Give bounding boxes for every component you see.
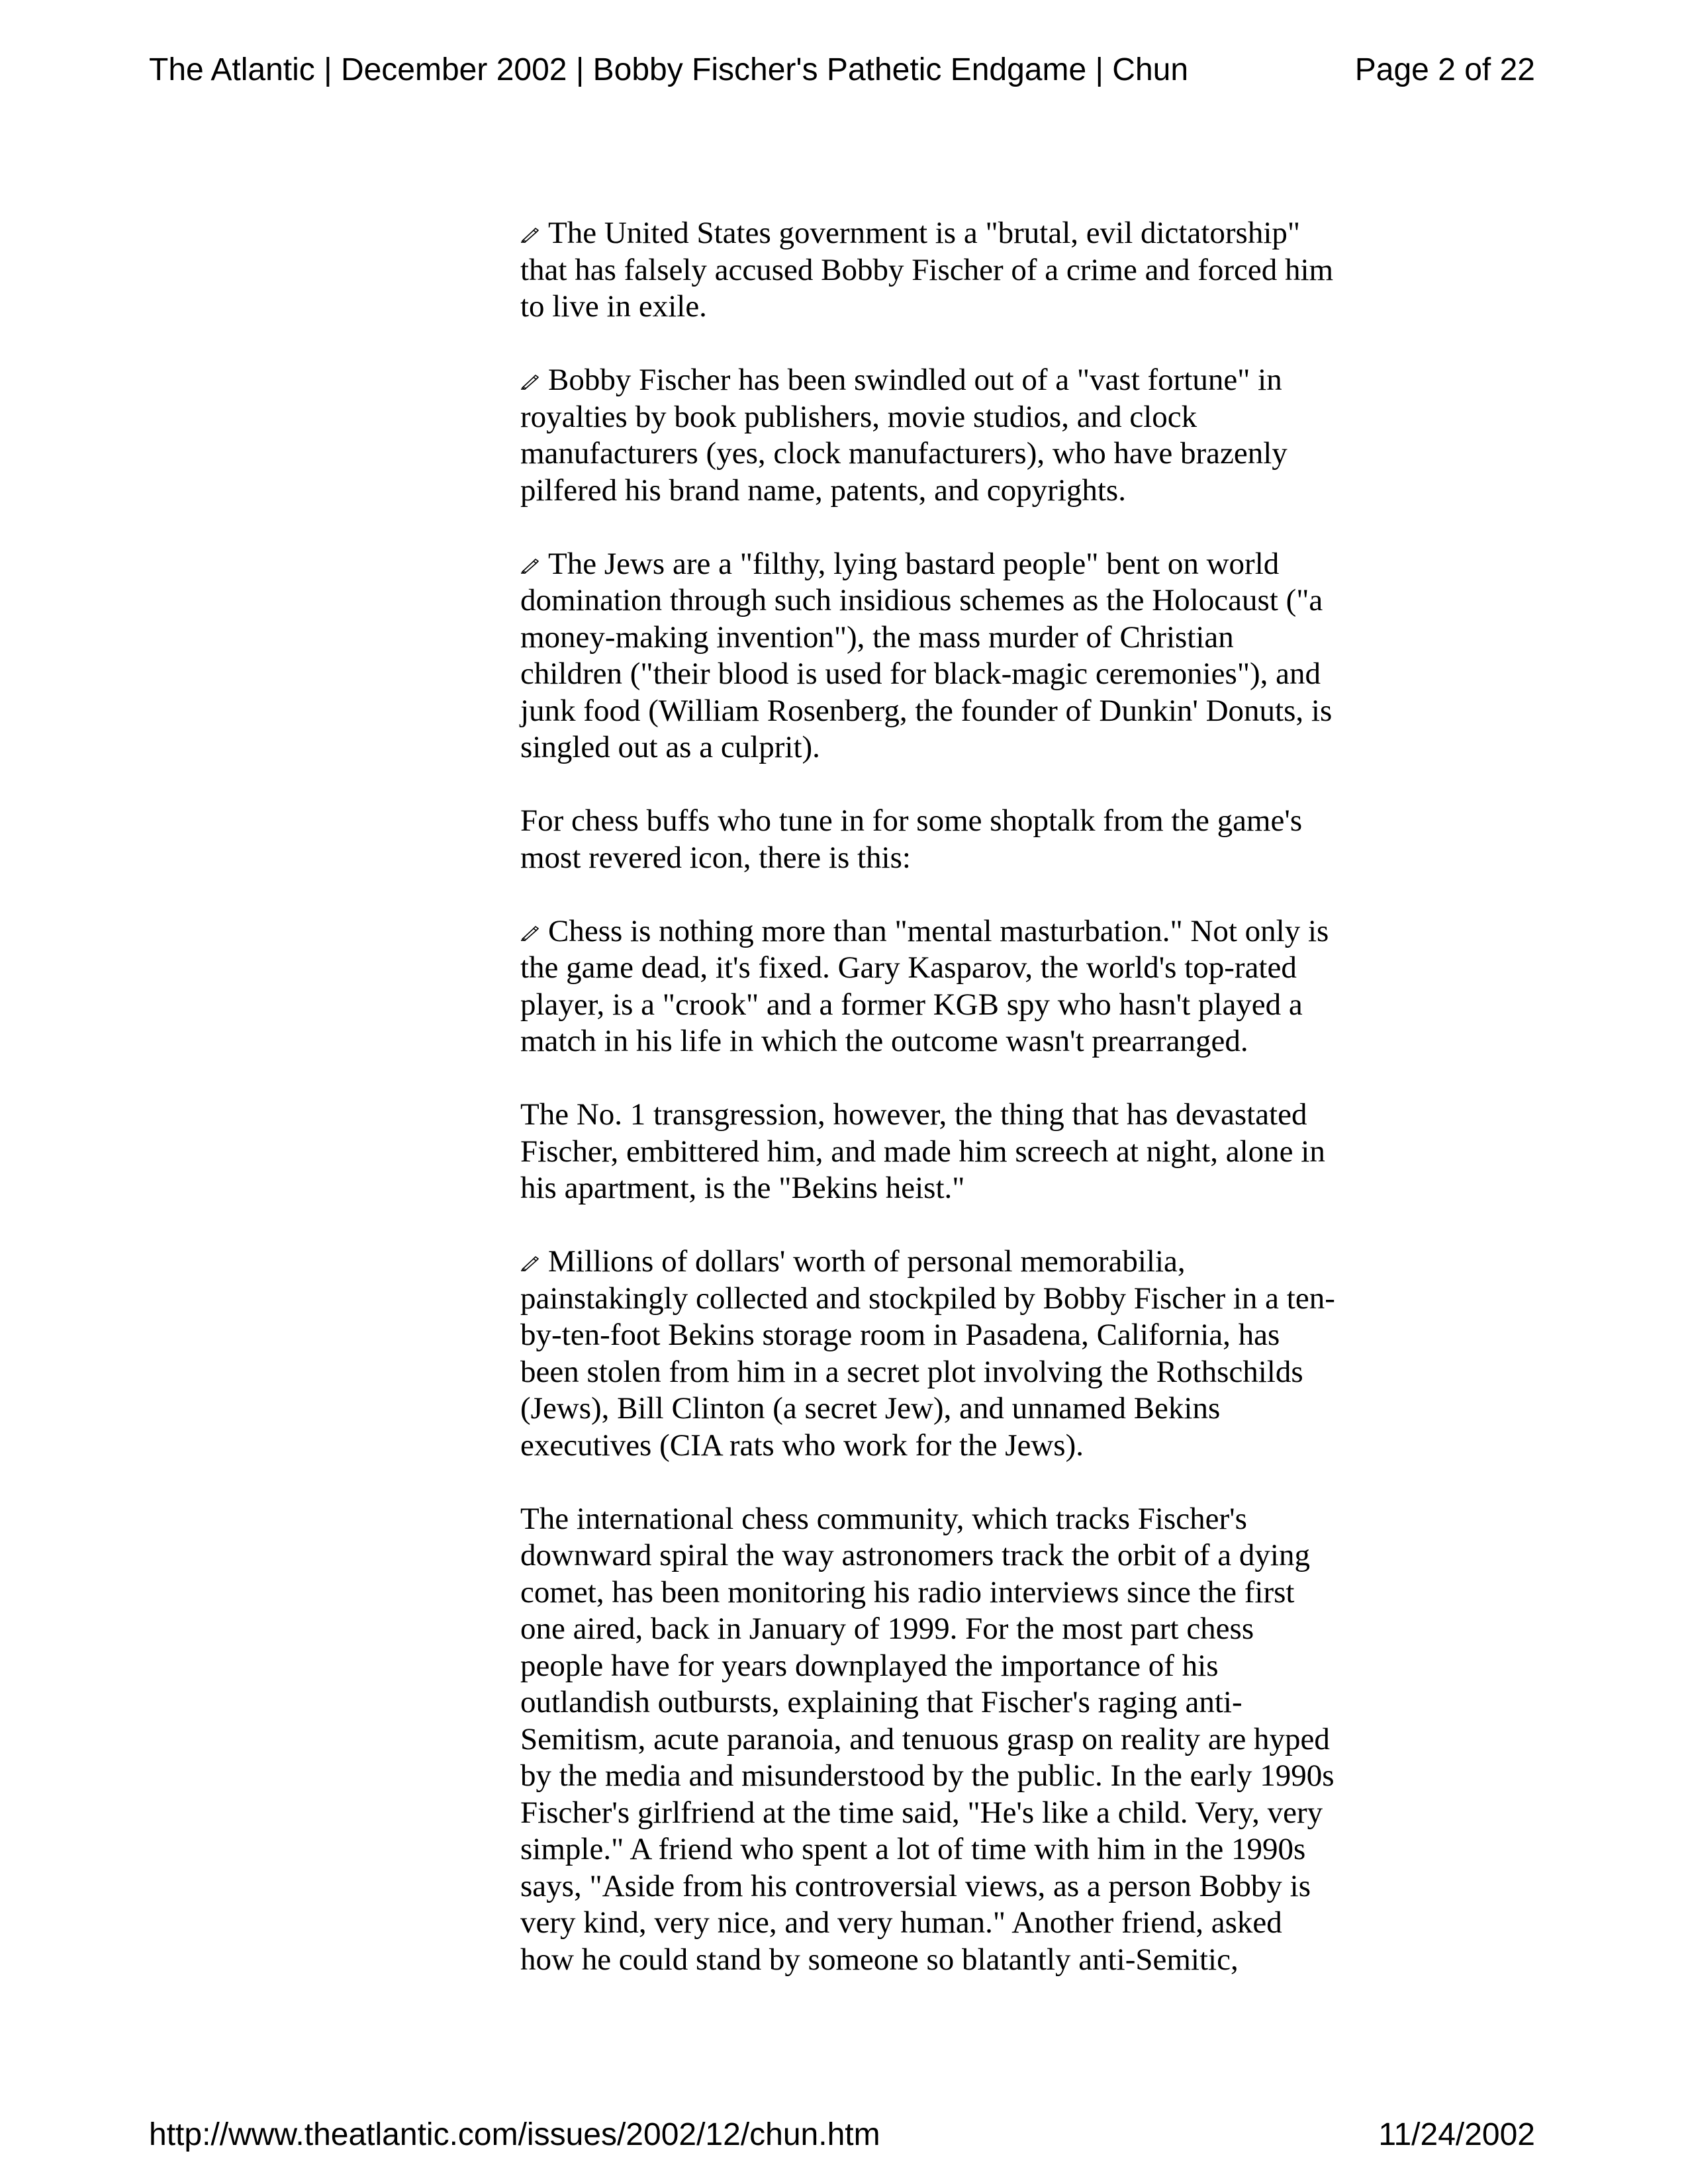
text-line: to live in exile. <box>520 289 707 324</box>
bullet-paragraph <box>520 913 1401 1060</box>
text-line: junk food (William Rosenberg, the founder of Dunkin' Donuts, is <box>520 693 1333 728</box>
footer-date: 11/24/2002 <box>1378 2117 1535 2152</box>
text-line: his apartment, is the "Bekins heist." <box>520 1171 965 1205</box>
bullet-paragraph <box>520 1244 1401 1464</box>
footer-url: http://www.theatlantic.com/issues/2002/12/chun.htm <box>149 2117 880 2152</box>
text-line: painstakingly collected and stockpiled by Bobby Fischer in a ten- <box>520 1281 1335 1316</box>
bullet-paragraph <box>520 362 1401 509</box>
text-line: The international chess community, which tracks Fischer's <box>520 1501 1247 1536</box>
text-line: manufacturers (yes, clock manufacturers), who have brazenly <box>520 436 1288 471</box>
text-line: the game dead, it's fixed. Gary Kasparov, the world's top-rated <box>520 950 1297 985</box>
writing-hand-icon <box>520 1244 539 1259</box>
text-line: Semitism, acute paranoia, and tenuous grasp on reality are hyped <box>520 1721 1330 1756</box>
text-line: outlandish outbursts, explaining that Fischer's raging anti- <box>520 1685 1243 1719</box>
text-line: royalties by book publishers, movie studios, and clock <box>520 399 1197 434</box>
text-line: one aired, back in January of 1999. For the most part chess <box>520 1612 1254 1646</box>
writing-hand-icon <box>520 362 539 378</box>
writing-hand-icon <box>520 546 539 562</box>
text-line: match in his life in which the outcome wasn't prearranged. <box>520 1024 1248 1058</box>
text-line: The Jews are a "filthy, lying bastard people" bent on world <box>548 546 1280 581</box>
writing-hand-icon <box>520 913 539 929</box>
text-line: that has falsely accused Bobby Fischer of a crime and forced him <box>520 252 1334 287</box>
text-line: domination through such insidious schemes as the Holocaust ("a <box>520 583 1323 617</box>
text-line: Chess is nothing more than "mental masturbation." Not only is <box>548 913 1329 948</box>
text-line: money-making invention"), the mass murder of Christian <box>520 619 1234 655</box>
text-line: (Jews), Bill Clinton (a secret Jew), and unnamed Bekins <box>520 1391 1221 1426</box>
text-line: Millions of dollars' worth of personal memorabilia, <box>548 1244 1186 1279</box>
text-line: Fischer's girlfriend at the time said, "He's like a child. Very, very <box>520 1795 1323 1830</box>
body-paragraph <box>520 1097 1401 1207</box>
text-line: children ("their blood is used for black-magic ceremonies"), and <box>520 657 1321 691</box>
text-line: by-ten-foot Bekins storage room in Pasadena, California, has <box>520 1318 1280 1352</box>
text-line: singled out as a culprit). <box>520 730 820 764</box>
text-line: pilfered his brand name, patents, and copyrights. <box>520 473 1126 508</box>
bullet-paragraph <box>520 215 1401 326</box>
text-line: says, "Aside from his controversial views, as a person Bobby is <box>520 1868 1311 1903</box>
body-paragraph <box>520 1501 1401 1979</box>
text-line: downward spiral the way astronomers track the orbit of a dying <box>520 1538 1310 1572</box>
text-line: Fischer, embittered him, and made him screech at night, alone in <box>520 1134 1325 1169</box>
text-line: how he could stand by someone so blatantly anti-Semitic, <box>520 1942 1239 1977</box>
body-paragraph <box>520 803 1401 876</box>
text-line: For chess buffs who tune in for some shoptalk from the game's <box>520 803 1303 838</box>
text-line: very kind, very nice, and very human." Another friend, asked <box>520 1905 1282 1940</box>
page-indicator: Page 2 of 22 <box>1354 52 1535 87</box>
text-line: most revered icon, there is this: <box>520 840 911 875</box>
bullet-paragraph <box>520 546 1401 766</box>
text-line: executives (CIA rats who work for the Jews). <box>520 1428 1084 1463</box>
page-header-title: The Atlantic | December 2002 | Bobby Fischer's Pathetic Endgame | Chun <box>149 52 1189 87</box>
text-line: simple." A friend who spent a lot of time with him in the 1990s <box>520 1832 1306 1866</box>
text-line: people have for years downplayed the importance of his <box>520 1648 1219 1683</box>
text-line: The No. 1 transgression, however, the thing that has devastated <box>520 1097 1307 1132</box>
article-body <box>520 215 1401 2015</box>
text-line: comet, has been monitoring his radio interviews since the first <box>520 1574 1295 1610</box>
text-line: player, is a "crook" and a former KGB spy who hasn't played a <box>520 987 1303 1022</box>
text-line: Bobby Fischer has been swindled out of a "vast fortune" in <box>548 363 1282 397</box>
text-line: by the media and misunderstood by the public. In the early 1990s <box>520 1758 1335 1793</box>
text-line: been stolen from him in a secret plot involving the Rothschilds <box>520 1354 1303 1389</box>
writing-hand-icon <box>520 215 539 231</box>
text-line: The United States government is a "brutal, evil dictatorship" <box>548 216 1301 250</box>
